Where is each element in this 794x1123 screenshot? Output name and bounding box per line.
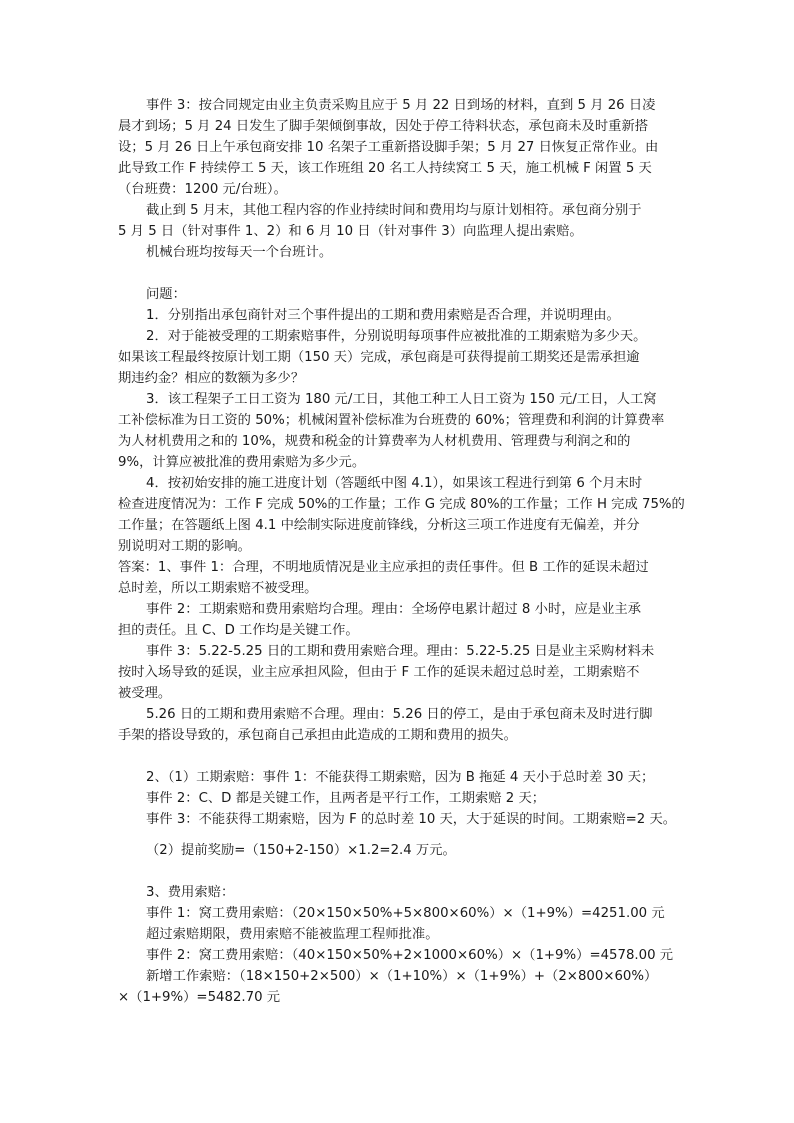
text-line: 如果该工程最终按原计划工期（150 天）完成，承包商是可获得提前工期奖还是需承担逾 xyxy=(118,350,640,365)
text-line: 事件 3：5.22-5.25 日的工期和费用索赔合理。理由：5.22-5.25 日是业主采购材料未 xyxy=(146,644,655,659)
text-line: 答案：1、事件 1：合理，不明地质情况是业主应承担的责任事件。但 B 工作的延误未超过 xyxy=(118,560,649,575)
spacer xyxy=(118,263,688,284)
answer-section xyxy=(118,557,688,1008)
answer-2-bonus: （2）提前奖励=（150+2-150）×1.2=2.4 万元。 xyxy=(146,843,456,858)
questions-section xyxy=(118,284,688,557)
text-line: 3．该工程架子工日工资为 180 元/工日，其他工种工人日工资为 150 元/工日，人工窝 xyxy=(146,392,657,407)
answer-2 xyxy=(118,767,688,830)
question-4 xyxy=(118,473,688,557)
text-line: 事件 3：不能获得工期索赔，因为 F 的总时差 10 天，大于延误的时间。工期索赔=2 天。 xyxy=(146,812,677,827)
text-line: 4．按初始安排的施工进度计划（答题纸中图 4.1），如果该工程进行到第 6 个月末时 xyxy=(146,476,643,491)
text-line: 别说明对工期的影响。 xyxy=(118,539,251,554)
questions-heading: 问题： xyxy=(146,287,186,302)
spacer xyxy=(118,746,688,767)
text-line: 9%，计算应被批准的费用索赔为多少元。 xyxy=(118,455,366,470)
answer-1-event-1 xyxy=(118,557,688,599)
text-line: 5.26 日的工期和费用索赔不合理。理由：5.26 日的停工，是由于承包商未及时进行脚 xyxy=(146,707,653,722)
spacer xyxy=(118,830,688,840)
text-line: 2、（1）工期索赔：事件 1：不能获得工期索赔，因为 B 拖延 4 天小于总时差 30 天； xyxy=(146,770,655,785)
text-line: 新增工作索赔：（18×150+2×500）×（1+10%）×（1+9%）+（2×800×60%） xyxy=(146,969,658,984)
answer-1-event-2 xyxy=(118,599,688,641)
text-line: 晨才到场；5 月 24 日发生了脚手架倾倒事故，因处于停工待料状态，承包商未及时重新搭 xyxy=(118,119,649,134)
answer-3 xyxy=(118,882,688,1008)
text-line: （台班费：1200 元/台班）。 xyxy=(118,182,287,197)
text-line: 担的责任。且 C、D 工作均是关键工作。 xyxy=(118,623,359,638)
text-line: 设；5 月 26 日上午承包商安排 10 名架子工重新搭设脚手架；5 月 27 日恢复正常作业。由 xyxy=(118,140,659,155)
question-1: 1．分别指出承包商针对三个事件提出的工期和费用索赔是否合理，并说明理由。 xyxy=(146,308,620,323)
text-line: 检查进度情况为：工作 F 完成 50%的工作量；工作 G 完成 80%的工作量；工作 H 完成 75%的 xyxy=(118,497,685,512)
document-body xyxy=(118,95,688,1008)
text-line: 截止到 5 月末，其他工程内容的作业持续时间和费用均与原计划相符。承包商分别于 xyxy=(146,203,642,218)
answer-1-event-3a xyxy=(118,641,688,704)
text-line: 按时入场导致的延误，业主应承担风险，但由于 F 工作的延误未超过总时差，工期索赔不 xyxy=(118,665,640,680)
answer-3-heading: 3、费用索赔： xyxy=(146,885,235,900)
question-3 xyxy=(118,389,688,473)
text-line: 5 月 5 日（针对事件 1、2）和 6 月 10 日（针对事件 3）向监理人提出索赔。 xyxy=(118,224,583,239)
text-line: 此导致工作 F 持续停工 5 天，该工作班组 20 名工人持续窝工 5 天，施工机械 F 闲置 5 天 xyxy=(118,161,652,176)
summary-paragraph xyxy=(118,200,688,242)
question-2 xyxy=(118,326,688,389)
machine-note: 机械台班均按每天一个台班计。 xyxy=(146,245,333,260)
text-line: 被受理。 xyxy=(118,686,172,701)
text-line: 手架的搭设导致的，承包商自己承担由此造成的工期和费用的损失。 xyxy=(118,728,517,743)
text-line: 事件 1：窝工费用索赔：（20×150×50%+5×800×60%）×（1+9%）=4251.00 元 xyxy=(146,906,665,921)
text-line: 事件 2：窝工费用索赔：（40×150×50%+2×1000×60%）×（1+9%）=4578.00 元 xyxy=(146,948,674,963)
text-line: 期违约金？相应的数额为多少？ xyxy=(118,371,305,386)
text-line: 事件 3：按合同规定由业主负责采购且应于 5 月 22 日到场的材料，直到 5 月 26 日凌 xyxy=(146,98,656,113)
answer-1-event-3b xyxy=(118,704,688,746)
text-line: 为人材机费用之和的 10%，规费和税金的计算费率为人材机费用、管理费与利润之和的 xyxy=(118,434,631,449)
text-line: 事件 2：工期索赔和费用索赔均合理。理由：全场停电累计超过 8 小时，应是业主承 xyxy=(146,602,641,617)
text-line: 超过索赔期限，费用索赔不能被监理工程师批准。 xyxy=(146,927,439,942)
text-line: 总时差，所以工期索赔不被受理。 xyxy=(118,581,318,596)
text-line: 事件 2：C、D 都是关键工作，且两者是平行工作，工期索赔 2 天； xyxy=(146,791,546,806)
text-line: ×（1+9%）=5482.70 元 xyxy=(118,990,281,1005)
text-line: 2．对于能被受理的工期索赔事件，分别说明每项事件应被批准的工期索赔为多少天。 xyxy=(146,329,647,344)
text-line: 工作量；在答题纸上图 4.1 中绘制实际进度前锋线，分析这三项工作进度有无偏差，并分 xyxy=(118,518,640,533)
spacer xyxy=(118,861,688,882)
event3-paragraph xyxy=(118,95,688,200)
text-line: 工补偿标准为日工资的 50%；机械闲置补偿标准为台班费的 60%；管理费和利润的计算费率 xyxy=(118,413,665,428)
